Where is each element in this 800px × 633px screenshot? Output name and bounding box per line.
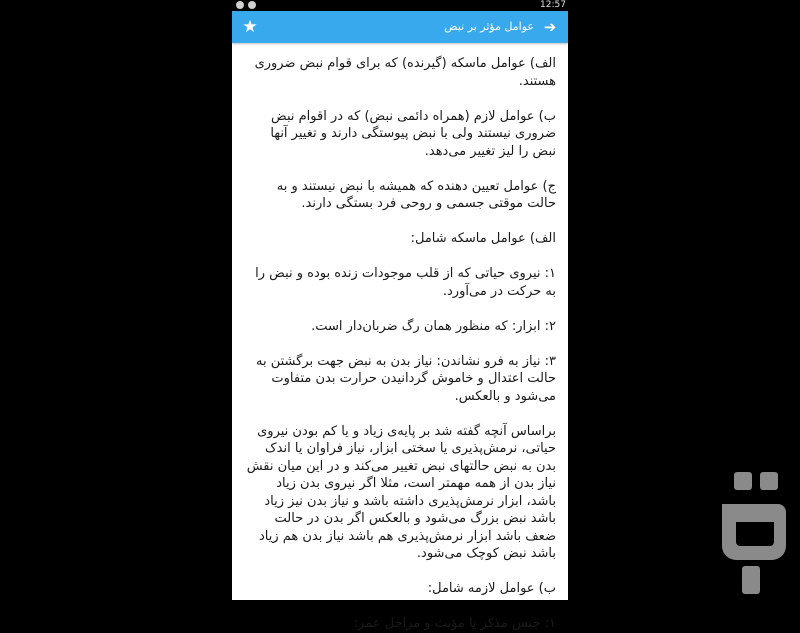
paragraph: براساس آنچه گفته شد بر پایه‌ی زیاد و یا کم بودن نیروی حیاتی، نرمش‌پذیری یا سختی ابزار، نیاز فراوان یا اندک بدن به نبض حالتهای نبض تغییر می‌کند و در این میان نقش نیاز بدن از همه مهمتر است، مثلا اگر نیروی بدن زیاد باشد، ابزار نرمش‌پذیری داشته باشد و نیاز بدن نیز زیاد باشد نبض بزرگ می‌شود و بالعکس اگر بدن در حالت ضعف باشد ابزار نرمش‌پذیری هم باشد نیاز بدن هم زیاد باشد نبض کوچک می‌شود. (246, 423, 556, 561)
notification-icon (248, 1, 256, 9)
star-icon[interactable]: ★ (242, 17, 258, 37)
notification-icon (236, 1, 244, 9)
section-heading: الف) عوامل ماسکه شامل: (410, 231, 556, 246)
arrow-right-icon[interactable]: ➔ (543, 18, 557, 36)
paragraph: ۱: نیروی حیاتی که از قلب موجودات زنده بوده و نبض را به حرکت در می‌آورد. (255, 266, 556, 299)
paragraph: ج) عوامل تعیین دهنده که همیشه با نبض نیستند و به حالت موقتی جسمی و روحی فرد بستگی دارند. (276, 178, 556, 211)
paragraph: ب) عوامل لازم (همراه دائمی نبض) که در اقوام نبض ضروری نیستند ولی با نبض پیوستگی دارند و تغییر آنها نبض را لیز تغییر می‌دهد. (270, 108, 556, 159)
paragraph: ۳: نیاز به فرو نشاندن: نیاز بدن به نبض جهت برگشتن به حالت اعتدال و خاموش گردانیدن حرارت بدن متفاوت می‌شود و بالعکس. (256, 353, 556, 404)
app-bar (232, 11, 568, 43)
page-title: عوامل مؤثر بر نبض (444, 20, 534, 33)
store-logo-icon (712, 470, 790, 596)
paragraph: ۱: جنس مذکر یا مؤنث و مراحل عمر: (353, 616, 556, 631)
article-content[interactable] (246, 55, 556, 631)
notification-icons (236, 1, 256, 9)
app-screen (232, 11, 568, 631)
paragraph: ۲: ابزار: که منظور همان رگ ضربان‌دار است. (311, 318, 556, 334)
paragraph: الف) عوامل ماسکه (گیرنده) که برای قوام نبض ضروری هستند. (254, 56, 556, 89)
status-bar (0, 0, 800, 11)
section-heading: ب) عوامل لازمه شامل: (427, 581, 556, 596)
status-time: 12:57 (540, 0, 566, 10)
